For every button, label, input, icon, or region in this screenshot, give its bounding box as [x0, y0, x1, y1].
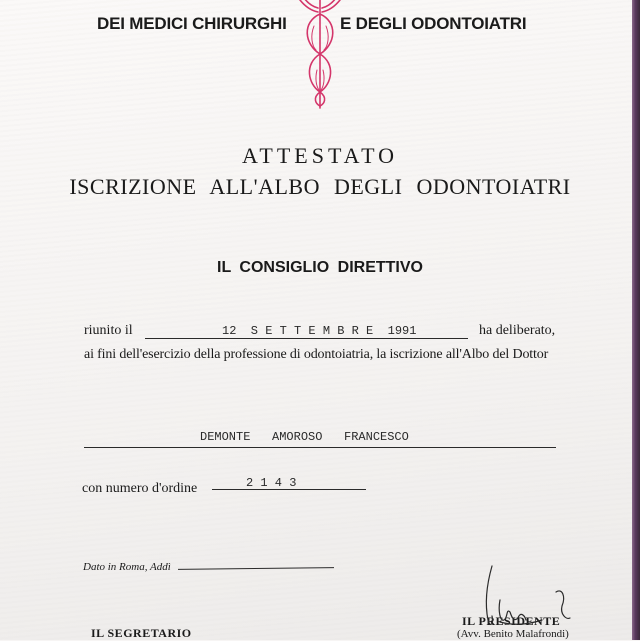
document-subtitle: ISCRIZIONE ALL'ALBO DEGLI ODONTOIATRI	[69, 174, 571, 199]
secretary-label: IL SEGRETARIO	[91, 626, 192, 640]
council-heading: IL CONSIGLIO DIRETTIVO	[217, 259, 423, 276]
page-edge	[632, 0, 640, 640]
document-title: ATTESTATO	[241, 143, 399, 168]
president-label: IL PRESIDENTE	[462, 614, 561, 628]
met-prefix: riunito il	[84, 323, 133, 338]
caduceus-icon	[292, 0, 348, 112]
meeting-date-field[interactable]: 12 S E T T E M B R E 1991	[222, 324, 417, 338]
purpose-text: ai fini dell'esercizio della professione di odontoiatria, la iscrizione all'Albo del Dottor	[84, 347, 549, 362]
doctor-name-field[interactable]: DEMONTE AMOROSO FRANCESCO	[200, 430, 409, 444]
issued-label: Dato in Roma, Addì	[83, 561, 171, 573]
doctor-name-line	[84, 447, 556, 448]
order-prefix: con numero d'ordine	[82, 481, 198, 496]
order-number-field[interactable]: 2 1 4 3	[246, 476, 297, 490]
meeting-date-line	[145, 338, 468, 339]
header-left-text: DEI MEDICI CHIRURGHI	[97, 14, 287, 33]
header-right-text: E DEGLI ODONTOIATRI	[340, 14, 527, 33]
president-name: (Avv. Benito Malafrondi)	[457, 628, 569, 640]
met-suffix: ha deliberato,	[479, 323, 556, 338]
president-signature	[470, 560, 580, 640]
